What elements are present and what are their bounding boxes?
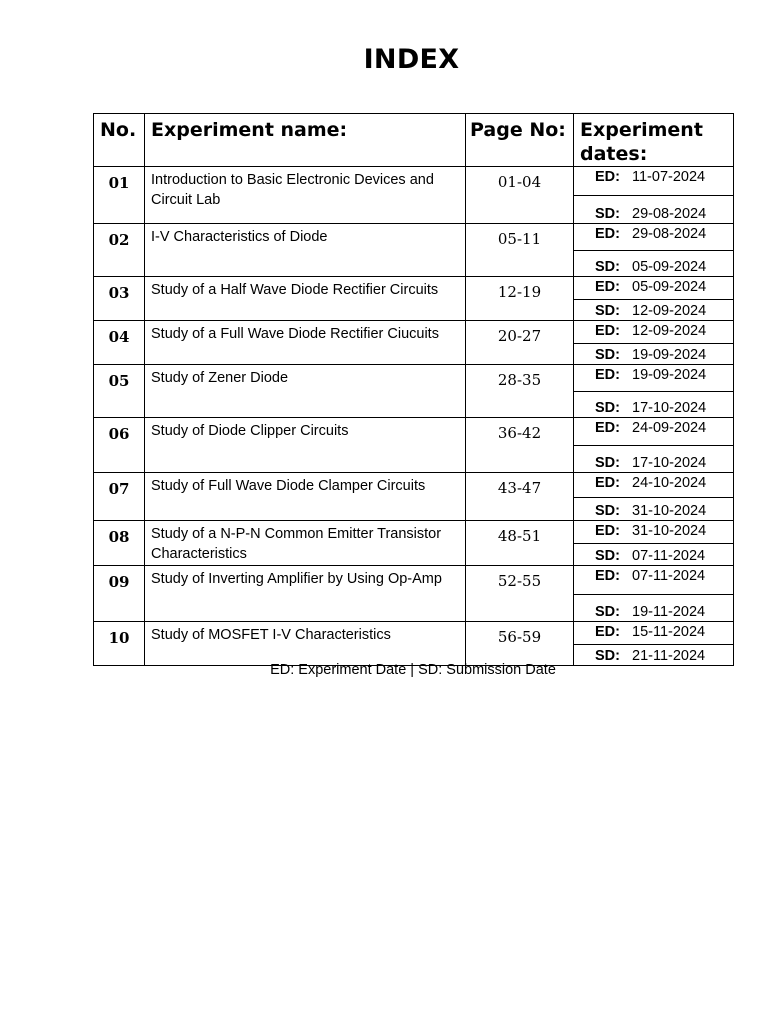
experiment-date: 24-10-2024 — [632, 475, 707, 491]
submission-date-line — [574, 391, 733, 417]
table-row — [94, 277, 734, 321]
index-table — [93, 113, 734, 666]
sd-label: SD: — [595, 648, 620, 664]
row-number: 03 — [94, 277, 145, 321]
submission-date: 17-10-2024 — [632, 455, 707, 471]
page-range: 28-35 — [466, 365, 574, 418]
page-title: INDEX — [363, 44, 460, 75]
dates-stack — [574, 321, 733, 364]
experiment-dates — [574, 167, 734, 224]
dates-stack — [574, 365, 733, 417]
dates-stack — [574, 521, 733, 565]
row-number: 08 — [94, 521, 145, 566]
experiment-date: 11-07-2024 — [632, 169, 706, 185]
experiment-name: Study of a Half Wave Diode Rectifier Circuits — [145, 277, 466, 321]
submission-date: 21-11-2024 — [632, 648, 706, 664]
experiment-date-line — [574, 566, 733, 594]
ed-label: ED: — [595, 475, 620, 491]
header-experiment-name: Experiment name: — [145, 114, 466, 167]
experiment-date-line — [574, 321, 733, 343]
experiment-date: 05-09-2024 — [632, 279, 707, 295]
page-range: 20-27 — [466, 321, 574, 365]
experiment-name: Study of Inverting Amplifier by Using Op-Amp — [145, 566, 466, 622]
experiment-name: Introduction to Basic Electronic Devices and Circuit Lab — [145, 167, 466, 224]
submission-date-line — [574, 543, 733, 565]
experiment-date: 15-11-2024 — [632, 624, 706, 640]
row-number: 09 — [94, 566, 145, 622]
header-page-no: Page No: — [466, 114, 574, 167]
dates-stack — [574, 622, 733, 665]
table-row — [94, 622, 734, 666]
submission-date: 19-11-2024 — [632, 604, 706, 620]
experiment-date-line — [574, 365, 733, 391]
table-body — [94, 167, 734, 666]
submission-date-line — [574, 497, 733, 521]
experiment-date: 31-10-2024 — [632, 523, 707, 539]
dates-stack — [574, 277, 733, 320]
row-number: 04 — [94, 321, 145, 365]
sd-label: SD: — [595, 604, 620, 620]
experiment-dates — [574, 566, 734, 622]
row-number: 05 — [94, 365, 145, 418]
experiment-dates — [574, 321, 734, 365]
header-row — [94, 114, 734, 167]
table-row — [94, 365, 734, 418]
experiment-date-line — [574, 622, 733, 644]
experiment-date: 29-08-2024 — [632, 226, 707, 242]
table-row — [94, 566, 734, 622]
submission-date: 05-09-2024 — [632, 259, 707, 275]
experiment-name: Study of a N-P-N Common Emitter Transistor Characteristics — [145, 521, 466, 566]
submission-date: 31-10-2024 — [632, 503, 707, 519]
experiment-date-line — [574, 521, 733, 543]
dates-stack — [574, 224, 733, 276]
page-range: 05-11 — [466, 224, 574, 277]
sd-label: SD: — [595, 347, 620, 363]
page-range: 12-19 — [466, 277, 574, 321]
table-row — [94, 167, 734, 224]
experiment-date: 24-09-2024 — [632, 420, 707, 436]
ed-label: ED: — [595, 226, 620, 242]
experiment-date-line — [574, 418, 733, 445]
sd-label: SD: — [595, 548, 620, 564]
sd-label: SD: — [595, 503, 620, 519]
submission-date-line — [574, 299, 733, 321]
experiment-name: Study of MOSFET I-V Characteristics — [145, 622, 466, 666]
table-row — [94, 321, 734, 365]
page-range: 36-42 — [466, 418, 574, 473]
sd-label: SD: — [595, 455, 620, 471]
ed-label: ED: — [595, 367, 620, 383]
experiment-dates — [574, 365, 734, 418]
experiment-name: Study of Full Wave Diode Clamper Circuits — [145, 473, 466, 521]
header-no: No. — [94, 114, 145, 167]
sd-label: SD: — [595, 206, 620, 222]
experiment-date-line — [574, 224, 733, 250]
legend-footer: ED: Experiment Date | SD: Submission Date — [270, 662, 556, 678]
submission-date: 07-11-2024 — [632, 548, 706, 564]
row-number: 01 — [94, 167, 145, 224]
sd-label: SD: — [595, 259, 620, 275]
ed-label: ED: — [595, 523, 620, 539]
submission-date: 12-09-2024 — [632, 303, 707, 319]
dates-stack — [574, 167, 733, 223]
experiment-name: Study of Diode Clipper Circuits — [145, 418, 466, 473]
experiment-dates — [574, 622, 734, 666]
row-number: 07 — [94, 473, 145, 521]
ed-label: ED: — [595, 568, 620, 584]
ed-label: ED: — [595, 169, 620, 185]
dates-stack — [574, 418, 733, 472]
experiment-dates — [574, 473, 734, 521]
experiment-date: 12-09-2024 — [632, 323, 707, 339]
experiment-dates — [574, 224, 734, 277]
ed-label: ED: — [595, 323, 620, 339]
table-row — [94, 418, 734, 473]
experiment-name: I-V Characteristics of Diode — [145, 224, 466, 277]
experiment-dates — [574, 521, 734, 566]
experiment-date-line — [574, 167, 733, 195]
sd-label: SD: — [595, 400, 620, 416]
submission-date-line — [574, 343, 733, 365]
experiment-date-line — [574, 473, 733, 497]
dates-stack — [574, 473, 733, 520]
submission-date-line — [574, 594, 733, 622]
submission-date-line — [574, 195, 733, 223]
submission-date: 19-09-2024 — [632, 347, 707, 363]
experiment-name: Study of a Full Wave Diode Rectifier Ciucuits — [145, 321, 466, 365]
experiment-dates — [574, 277, 734, 321]
submission-date-line — [574, 250, 733, 276]
experiment-date: 19-09-2024 — [632, 367, 707, 383]
table-row — [94, 224, 734, 277]
submission-date: 17-10-2024 — [632, 400, 707, 416]
page-range: 56-59 — [466, 622, 574, 666]
row-number: 10 — [94, 622, 145, 666]
submission-date: 29-08-2024 — [632, 206, 707, 222]
experiment-dates — [574, 418, 734, 473]
table-row — [94, 473, 734, 521]
row-number: 02 — [94, 224, 145, 277]
ed-label: ED: — [595, 420, 620, 436]
dates-stack — [574, 566, 733, 621]
page-range: 01-04 — [466, 167, 574, 224]
sd-label: SD: — [595, 303, 620, 319]
page-range: 52-55 — [466, 566, 574, 622]
submission-date-line — [574, 445, 733, 472]
ed-label: ED: — [595, 279, 620, 295]
experiment-name: Study of Zener Diode — [145, 365, 466, 418]
experiment-date-line — [574, 277, 733, 299]
row-number: 06 — [94, 418, 145, 473]
ed-label: ED: — [595, 624, 620, 640]
table-row — [94, 521, 734, 566]
page-range: 48-51 — [466, 521, 574, 566]
page-range: 43-47 — [466, 473, 574, 521]
header-experiment-dates: Experiment dates: — [574, 114, 734, 167]
experiment-date: 07-11-2024 — [632, 568, 706, 584]
